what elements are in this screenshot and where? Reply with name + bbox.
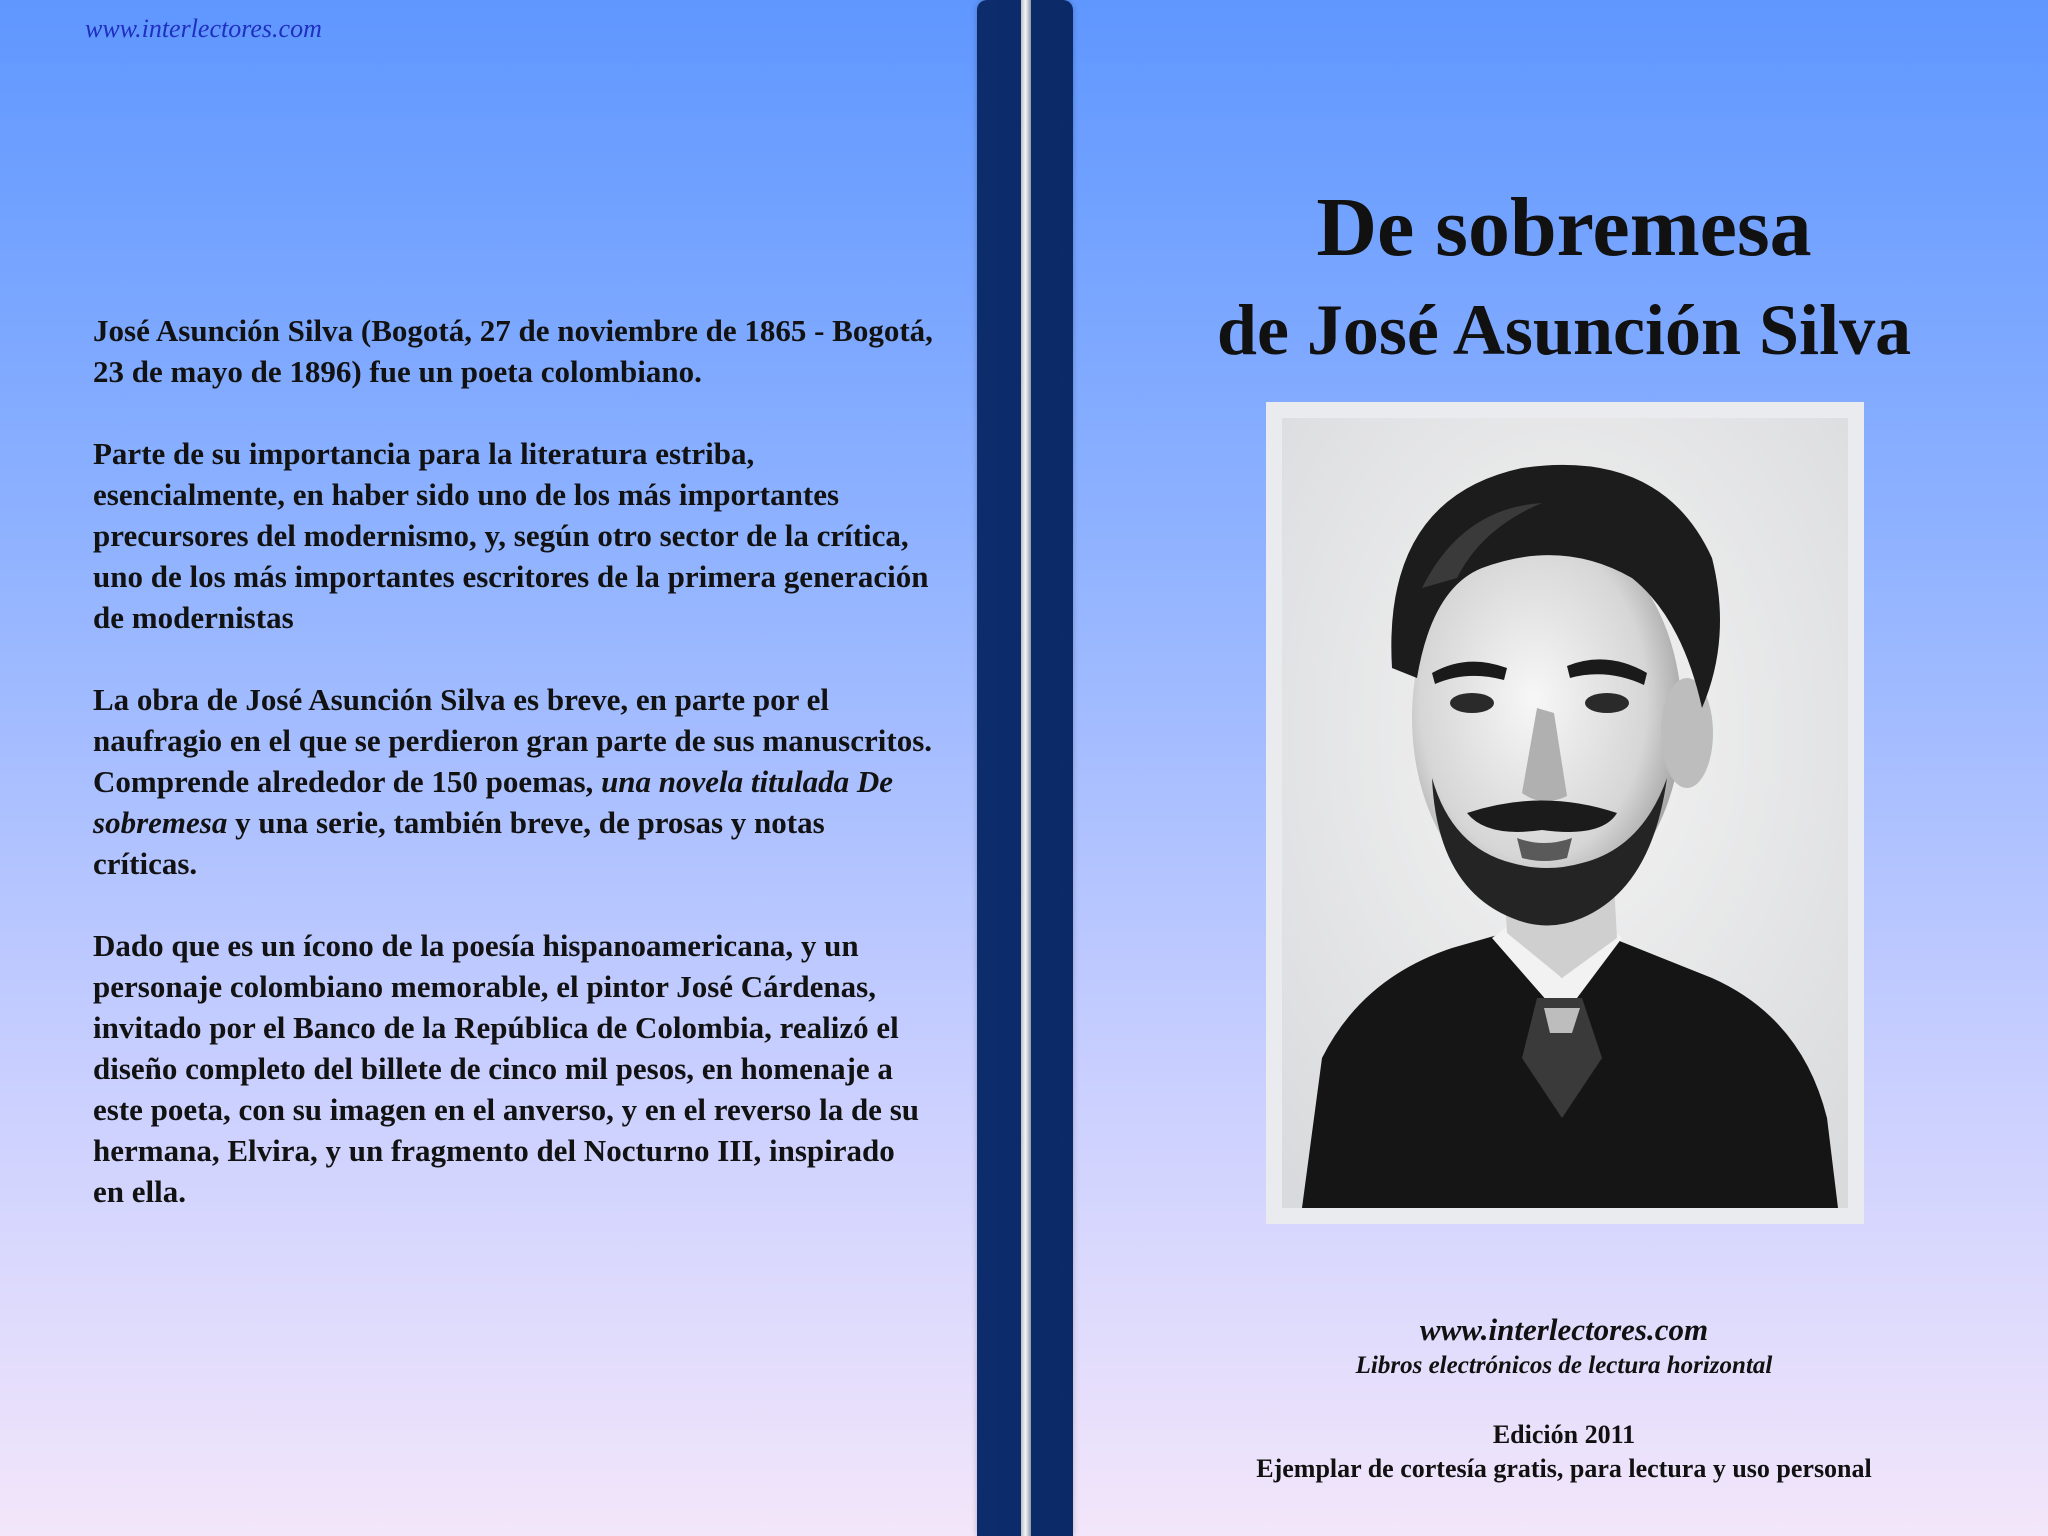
- importance-paragraph: Parte de su importancia para la literatura estriba, esencialmente, en haber sido uno de los más importantes precursores del modernismo, y, según otro sector de la crítica, uno de los más importantes escritores de la primera generación de modernistas: [93, 436, 929, 635]
- works-text-italic: una novela titulada De sobremesa: [93, 764, 894, 840]
- back-cover-text: [93, 310, 933, 1253]
- edition-label: Edición 2011: [1492, 1420, 1636, 1449]
- header-url-link[interactable]: www.interlectores.com: [85, 14, 322, 43]
- footer-url-link[interactable]: www.interlectores.com: [1419, 1312, 1709, 1347]
- bio-paragraph: José Asunción Silva (Bogotá, 27 de noviembre de 1865 - Bogotá, 23 de mayo de 1896) fue un poeta colombiano.: [93, 313, 933, 389]
- banknote-paragraph: Dado que es un ícono de la poesía hispanoamericana, y un personaje colombiano memorable, el pintor José Cárdenas, invitado por el Banco de la República de Colombia, realizó el diseño completo del billete de cinco mil pesos, en homenaje a este poeta, con su imagen en el anverso, y en el reverso la de su hermana, Elvira, y un fragmento del Nocturno III, inspirado en ella.: [93, 928, 919, 1209]
- book-author: de José Asunción Silva: [1216, 290, 1912, 370]
- works-text-end: y una serie, también breve, de prosas y notas críticas.: [93, 805, 825, 881]
- works-text-start: La obra de José Asunción Silva es breve, en parte por el naufragio en el que se perdieron gran parte de sus manuscritos. Comprende alrededor de 150 poemas,: [93, 682, 933, 799]
- courtesy-note: Ejemplar de cortesía gratis, para lectura y uso personal: [1256, 1454, 1872, 1483]
- works-paragraph: [93, 679, 933, 884]
- author-portrait: [1266, 402, 1864, 1224]
- book-title: De sobremesa: [1316, 181, 1812, 274]
- portrait-image: [1282, 418, 1848, 1208]
- footer-tagline: Libros electrónicos de lectura horizontal: [1355, 1352, 1773, 1379]
- spine-highlight: [1021, 0, 1031, 1536]
